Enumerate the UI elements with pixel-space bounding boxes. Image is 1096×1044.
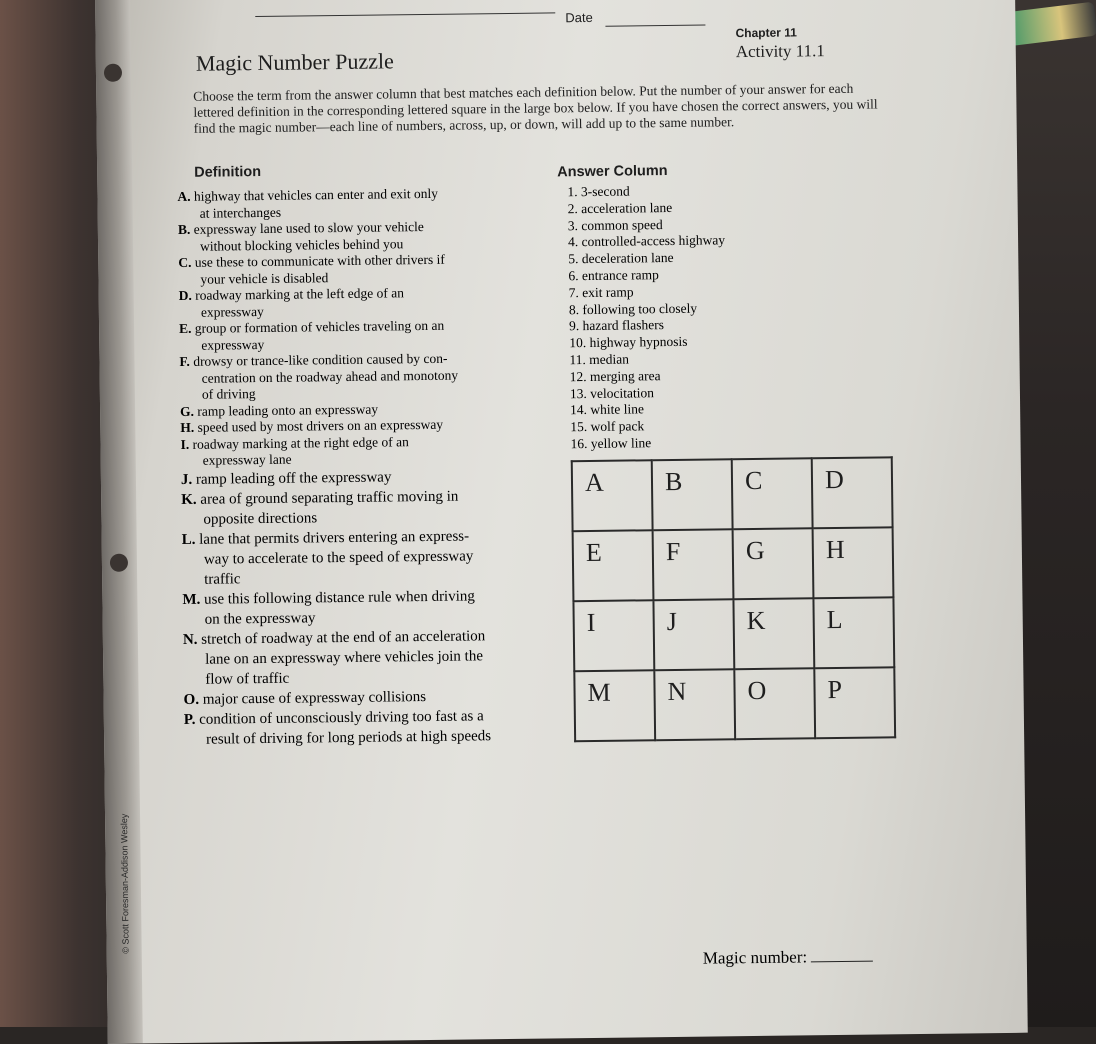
grid-cell-d[interactable]: D xyxy=(812,457,893,528)
grid-row xyxy=(574,667,895,741)
answer-item: 14. white line xyxy=(570,401,645,418)
definition-heading: Definition xyxy=(194,163,262,181)
grid-cell-l[interactable]: L xyxy=(813,597,894,668)
magic-number-row xyxy=(703,947,874,969)
magic-number-label: Magic number: xyxy=(702,947,808,968)
answer-item: 16. yellow line xyxy=(570,435,652,452)
definition-j: J. ramp leading off the expressway xyxy=(180,468,392,488)
answer-column-heading: Answer Column xyxy=(557,163,668,181)
page-title: Magic Number Puzzle xyxy=(195,48,394,76)
definition-p: P. condition of unconsciously driving too fast as a result of driving for long periods at high speeds xyxy=(183,707,492,748)
answer-column xyxy=(567,181,810,453)
chapter-label: Chapter 11 xyxy=(735,25,797,41)
answer-item: 11. median xyxy=(569,351,630,368)
grid-cell-g[interactable]: G xyxy=(733,528,814,599)
grid-cell-n[interactable]: N xyxy=(654,669,735,740)
answer-item: 12. merging area xyxy=(569,367,661,384)
definition-h: H. speed used by most drivers on an expressway xyxy=(180,416,444,435)
grid-cell-m[interactable]: M xyxy=(574,670,655,741)
magic-square-grid xyxy=(571,456,896,742)
answer-item: 10. highway hypnosis xyxy=(569,333,688,351)
answer-item: 15. wolf pack xyxy=(570,418,645,435)
answer-item: 3. common speed xyxy=(567,216,663,233)
grid-row xyxy=(572,457,893,531)
grid-cell-e[interactable]: E xyxy=(573,530,654,601)
answer-item: 6. entrance ramp xyxy=(568,267,659,284)
binding-hole xyxy=(104,64,122,82)
instructions: Choose the term from the answer column that best matches each definition below. Put the number of your answer for each lettered definition in the corresponding lettered square in the large box below. If you have chosen the correct answers, you will find the magic number—each line of numbers, across, up, or down, will add up to the same number. xyxy=(193,80,878,136)
grid-cell-h[interactable]: H xyxy=(813,527,894,598)
name-line xyxy=(255,12,555,17)
definition-g: G. ramp leading onto an expressway xyxy=(180,401,379,419)
answer-item: 8. following too closely xyxy=(568,300,698,317)
binding-hole xyxy=(110,554,128,572)
definition-l: L. lane that permits drivers entering an express- way to accelerate to the speed of expressway traffic xyxy=(181,527,474,588)
definition-c: C. use these to communicate with other drivers if your vehicle is disabled xyxy=(178,251,445,287)
answer-item: 5. deceleration lane xyxy=(568,250,674,267)
magic-number-blank[interactable] xyxy=(811,961,873,963)
copyright-notice: © Scott Foresman-Addison Wesley xyxy=(119,813,131,954)
answer-item: 13. velocitation xyxy=(569,384,654,401)
definition-a: A. highway that vehicles can enter and exit only at interchanges xyxy=(177,185,439,221)
grid-cell-i[interactable]: I xyxy=(573,600,654,671)
definition-i: I. roadway marking at the right edge of an expressway lane xyxy=(180,433,409,468)
definitions-list xyxy=(177,184,554,749)
definition-m: M. use this following distance rule when driving on the expressway xyxy=(182,587,475,628)
definition-k: K. area of ground separating traffic moving in opposite directions xyxy=(181,488,459,528)
answer-item: 1. 3-second xyxy=(567,183,630,200)
date-label: Date xyxy=(565,9,593,26)
answer-item: 2. acceleration lane xyxy=(567,199,673,217)
grid-cell-k[interactable]: K xyxy=(733,598,814,669)
grid-cell-b[interactable]: B xyxy=(652,459,733,530)
grid-row xyxy=(573,597,894,671)
answer-item: 7. exit ramp xyxy=(568,284,634,301)
definition-f: F. drowsy or trance-like condition caused by con- centration on the roadway ahead and monotony of driving xyxy=(179,350,459,402)
definition-o: O. major cause of expressway collisions xyxy=(183,688,427,708)
definition-d: D. roadway marking at the left edge of an expressway xyxy=(178,285,405,320)
grid-row xyxy=(573,527,894,601)
grid-cell-o[interactable]: O xyxy=(734,668,815,739)
answer-item: 4. controlled-access highway xyxy=(567,232,726,250)
grid-cell-p[interactable]: P xyxy=(814,667,895,738)
definition-b: B. expressway lane used to slow your vehicle without blocking vehicles behind you xyxy=(177,219,424,254)
activity-label: Activity 11.1 xyxy=(735,41,825,62)
date-line xyxy=(605,25,705,27)
grid-cell-f[interactable]: F xyxy=(653,529,734,600)
definition-n: N. stretch of roadway at the end of an acceleration lane on an expressway where vehicles join the flow of traffic xyxy=(182,627,486,688)
grid-cell-c[interactable]: C xyxy=(732,458,813,529)
worksheet-page xyxy=(95,0,1028,1044)
grid-cell-j[interactable]: J xyxy=(653,599,734,670)
answer-item: 9. hazard flashers xyxy=(569,317,665,334)
grid-cell-a[interactable]: A xyxy=(572,460,653,531)
definition-e: E. group or formation of vehicles traveling on an expressway xyxy=(179,317,445,353)
